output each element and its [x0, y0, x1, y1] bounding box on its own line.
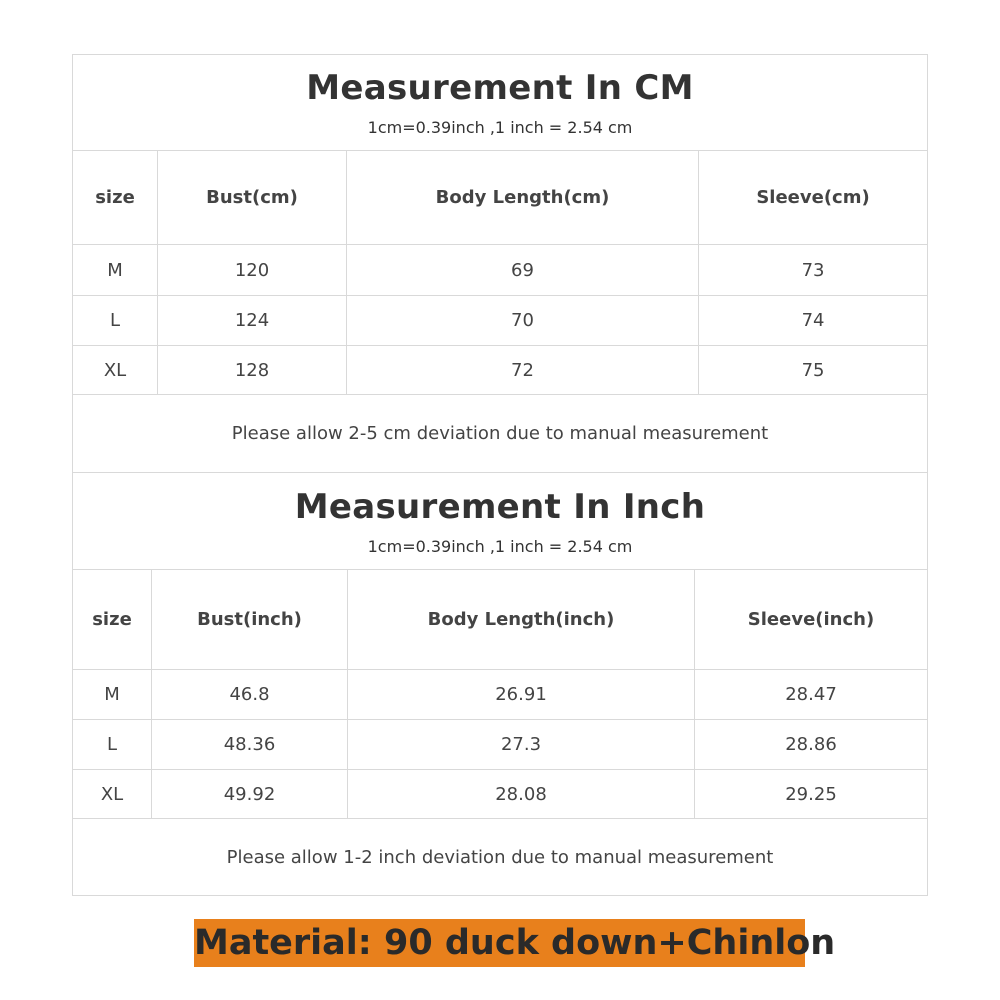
header-size: size	[73, 570, 152, 670]
header-bust: Bust(inch)	[152, 570, 348, 670]
cm-conversion-note: 1cm=0.39inch ,1 inch = 2.54 cm	[367, 118, 633, 137]
body-length-cell: 27.3	[348, 720, 695, 770]
size-cell: XL	[73, 346, 158, 395]
inch-table-title: Measurement In Inch	[294, 486, 706, 527]
bust-cell: 46.8	[152, 670, 348, 720]
body-length-cell: 70	[347, 296, 699, 346]
bust-cell: 124	[158, 296, 347, 346]
size-cell: L	[73, 720, 152, 770]
body-length-cell: 69	[347, 245, 699, 296]
table-row	[73, 670, 928, 720]
table-row	[73, 720, 928, 770]
bust-cell: 48.36	[152, 720, 348, 770]
inch-conversion-note: 1cm=0.39inch ,1 inch = 2.54 cm	[367, 536, 633, 556]
bust-cell: 128	[158, 346, 347, 395]
inch-title-cell	[73, 473, 928, 570]
inch-header-row	[73, 570, 928, 670]
table-row	[73, 296, 928, 346]
cm-measurement-table	[72, 54, 928, 473]
table-row	[73, 245, 928, 296]
size-cell: M	[73, 670, 152, 720]
table-row	[73, 346, 928, 395]
bust-cell: 120	[158, 245, 347, 296]
header-size: size	[73, 151, 158, 245]
size-cell: L	[73, 296, 158, 346]
cm-table-title: Measurement In CM	[306, 68, 694, 108]
sleeve-cell: 73	[699, 245, 928, 296]
table-row	[73, 770, 928, 819]
cm-header-row	[73, 151, 928, 245]
sleeve-cell: 75	[699, 346, 928, 395]
size-cell: M	[73, 245, 158, 296]
cm-title-cell	[73, 55, 928, 151]
sleeve-cell: 28.86	[695, 720, 928, 770]
cm-deviation-note: Please allow 2-5 cm deviation due to manual measurement	[73, 395, 928, 473]
header-bust: Bust(cm)	[158, 151, 347, 245]
sleeve-cell: 29.25	[695, 770, 928, 819]
sleeve-cell: 28.47	[695, 670, 928, 720]
header-body-length: Body Length(inch)	[348, 570, 695, 670]
header-body-length: Body Length(cm)	[347, 151, 699, 245]
size-chart	[72, 54, 927, 896]
body-length-cell: 72	[347, 346, 699, 395]
body-length-cell: 28.08	[348, 770, 695, 819]
inch-deviation-note: Please allow 1-2 inch deviation due to manual measurement	[73, 819, 928, 896]
sleeve-cell: 74	[699, 296, 928, 346]
body-length-cell: 26.91	[348, 670, 695, 720]
bust-cell: 49.92	[152, 770, 348, 819]
inch-measurement-table	[72, 472, 928, 896]
header-sleeve: Sleeve(inch)	[695, 570, 928, 670]
size-cell: XL	[73, 770, 152, 819]
material-label: Material: 90 duck down+Chinlon	[194, 919, 805, 967]
header-sleeve: Sleeve(cm)	[699, 151, 928, 245]
